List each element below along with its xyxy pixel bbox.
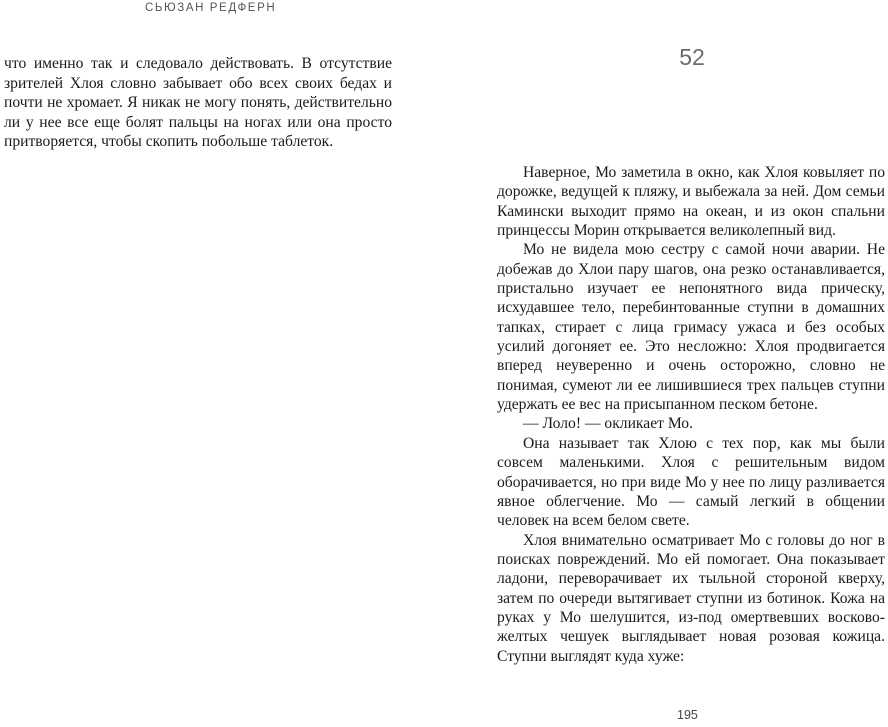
left-paragraph-1: что именно так и следовало действовать. В отсутствие зрителей Хлоя словно забывает обо всех своих бедах и почти не хромает. Я никак не могу понять, действительно ли у нее все еще болят пальцы на ногах или она просто притворяется, чтобы скопить побольше таблеток.	[4, 55, 392, 151]
right-page-body	[497, 163, 885, 666]
right-paragraph-3: — Лоло! — окликает Мо.	[523, 415, 694, 433]
left-page-body	[4, 54, 392, 152]
running-head-author: СЬЮЗАН РЕДФЕРН	[145, 2, 277, 14]
page-number: 195	[677, 708, 698, 722]
right-paragraph-2: Мо не видела мою сестру с самой ночи аварии. Не добежав до Хлои пару шагов, она резко останавливается, пристально изучает ее непонятного вида прическу, исхудавшее тело, перебинтованные ступни в домашних тапках, стирает с лица гримасу ужаса и без особых усилий догоняет ее. Это несложно: Хлоя продвигается вперед неуверенно и очень осторожно, словно не понимая, сумеют ли ее лишившиеся трех пальцев ступни удержать ее вес на присыпанном песком бетоне.	[497, 241, 885, 414]
right-paragraph-5: Хлоя внимательно осматривает Мо с головы до ног в поисках повреждений. Мо ей помогает. Она показывает ладони, переворачивает их тыльной стороной кверху, затем по очереди вытягивает ступни из ботинок. Кожа на руках у Мо шелушится, из-под омертвевших восково-желтых чешуек выглядывает новая розовая кожица. Ступни выглядят куда хуже:	[497, 531, 885, 665]
chapter-number: 52	[679, 44, 705, 70]
right-paragraph-4: Она называет так Хлою с тех пор, как мы были совсем маленькими. Хлоя с решительным видом оборачивается, но при виде Мо у нее по лицу разливается явное облегчение. Мо — самый легкий в общении человек на всем белом свете.	[497, 434, 885, 530]
right-paragraph-1: Наверное, Мо заметила в окно, как Хлоя ковыляет по дорожке, ведущей к пляжу, и выбежала за ней. Дом семьи Камински выходит прямо на океан, и из окон спальни принцессы Морин открывается великолепный вид.	[497, 164, 885, 240]
